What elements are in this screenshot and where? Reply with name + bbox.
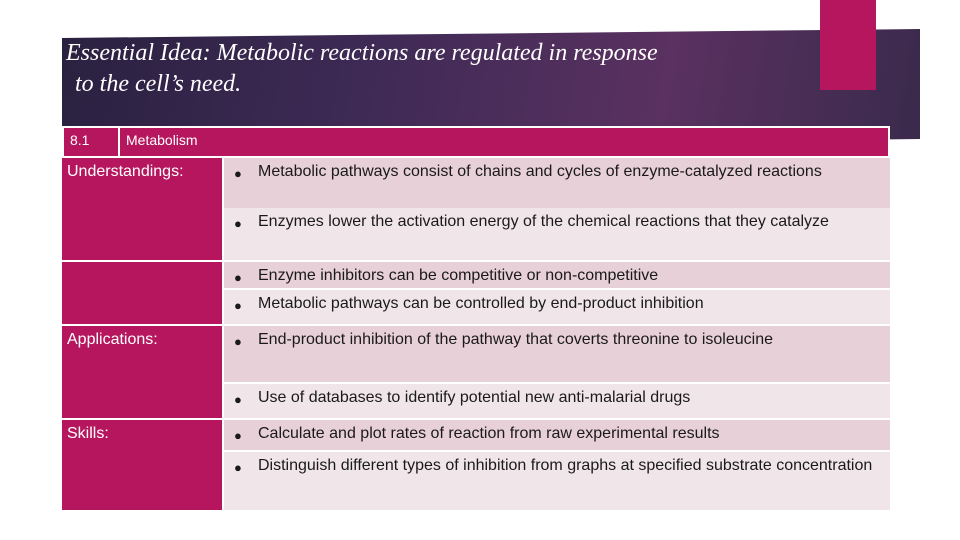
list-item: Enzyme inhibitors can be competitive or non-competitive [258, 267, 659, 284]
section-label-applications: Applications: [67, 331, 158, 348]
item-cell [254, 452, 890, 510]
table-row [62, 262, 890, 326]
slide-title [66, 38, 806, 100]
list-item: Enzymes lower the activation energy of the chemical reactions that they catalyze [258, 213, 829, 230]
table-header-row [62, 126, 890, 158]
topic-name-cell [120, 126, 890, 158]
list-item: Metabolic pathways consist of chains and cycles of enzyme-catalyzed reactions [258, 163, 822, 180]
bullet-cell [224, 326, 254, 384]
list-item: Calculate and plot rates of reaction from raw experimental results [258, 425, 720, 442]
section-label-cell [62, 158, 224, 262]
section-label-skills: Skills: [67, 425, 109, 442]
table-row [62, 326, 890, 420]
bullet-cell [224, 208, 254, 262]
topic-number-cell [62, 126, 120, 158]
bullet-icon: ● [234, 460, 242, 475]
table-row [62, 158, 890, 262]
item-cell [254, 326, 890, 384]
bullet-icon: ● [234, 270, 242, 285]
bullet-cell [224, 290, 254, 326]
bullet-cell [224, 420, 254, 452]
bullet-icon: ● [234, 216, 242, 231]
item-cell [254, 290, 890, 326]
bullet-cell [224, 158, 254, 208]
section-label-understandings: Understandings: [67, 163, 184, 180]
bullet-icon: ● [234, 428, 242, 443]
bullet-cell [224, 452, 254, 510]
accent-block [820, 0, 876, 90]
list-item: Metabolic pathways can be controlled by end-product inhibition [258, 295, 704, 312]
bullet-icon: ● [234, 334, 242, 349]
section-label-cell [62, 326, 224, 420]
item-cell [254, 158, 890, 208]
bullet-icon: ● [234, 166, 242, 181]
item-cell [254, 420, 890, 452]
bullet-cell [224, 262, 254, 290]
title-line-2: to the cell’s need. [75, 71, 242, 97]
item-cell [254, 262, 890, 290]
section-label-cell [62, 262, 224, 326]
bullet-icon: ● [234, 392, 242, 407]
list-item: End-product inhibition of the pathway that coverts threonine to isoleucine [258, 331, 773, 348]
item-cell [254, 384, 890, 420]
table-row [62, 420, 890, 510]
topic-name: Metabolism [126, 132, 198, 148]
item-cell [254, 208, 890, 262]
list-item: Distinguish different types of inhibition from graphs at specified substrate concentration [258, 457, 873, 474]
bullet-cell [224, 384, 254, 420]
list-item: Use of databases to identify potential new anti-malarial drugs [258, 389, 691, 406]
topic-number: 8.1 [70, 132, 90, 148]
bullet-icon: ● [234, 298, 242, 313]
title-line-1: Essential Idea: Metabolic reactions are regulated in response [66, 40, 658, 66]
section-label-cell [62, 420, 224, 510]
